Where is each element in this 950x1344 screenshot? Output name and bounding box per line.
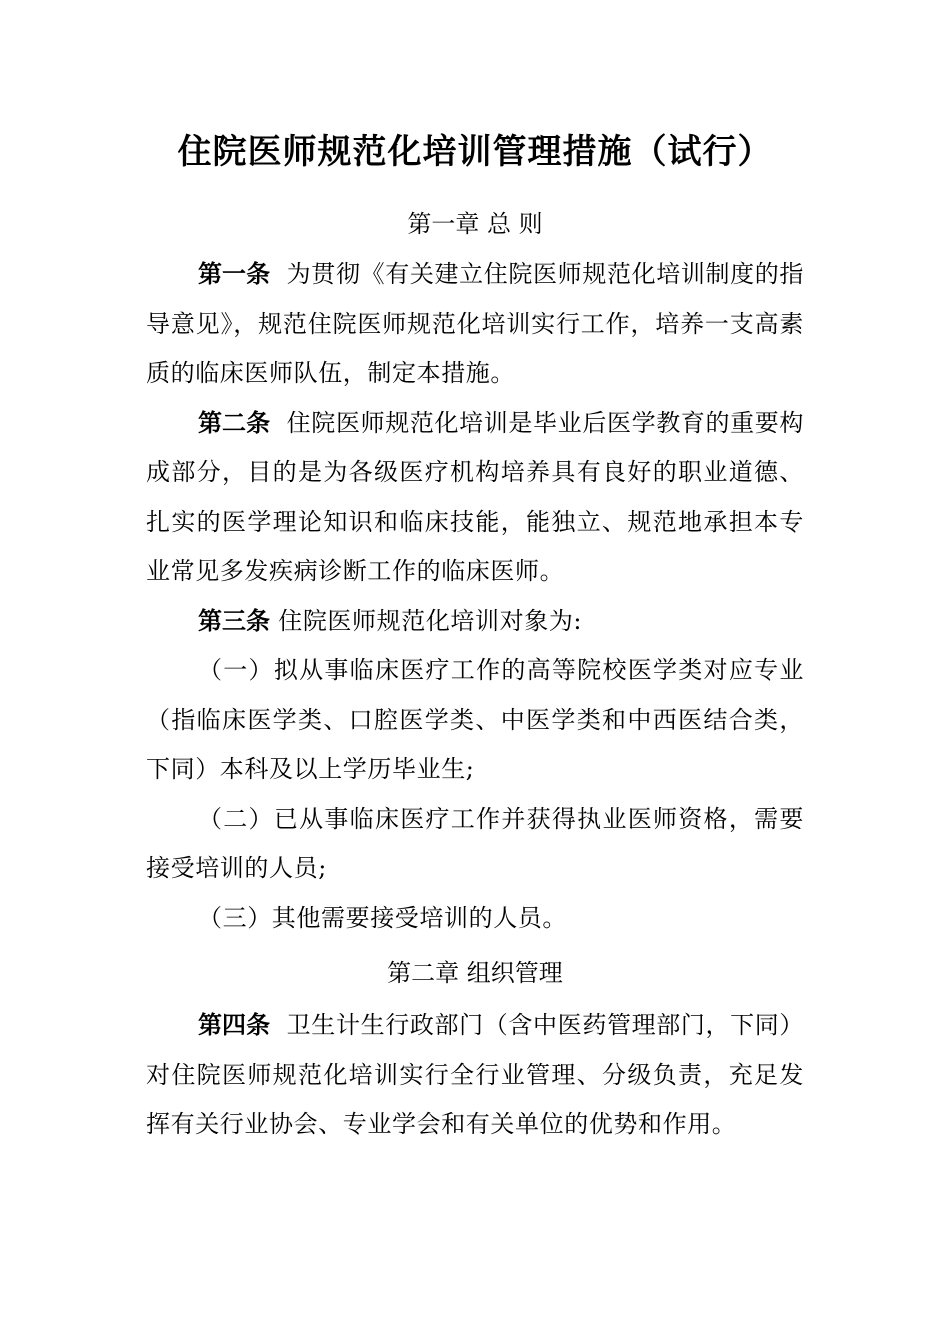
list-item-text: （二）已从事临床医疗工作并获得执业医师资格，需要接受培训的人员;	[146, 804, 804, 882]
article-text: 为贯彻《有关建立住院医师规范化培训制度的指导意见》，规范住院医师规范化培训实行工作，培养一支高素质的临床医师队伍，制定本措施。	[146, 260, 805, 387]
chapter-1-body	[146, 250, 804, 943]
list-item-3	[146, 894, 804, 944]
article-text: 住院医师规范化培训是毕业后医学教育的重要构成部分，目的是为各级医疗机构培养具有良好的职业道德、扎实的医学理论知识和临床技能，能独立、规范地承担本专业常见多发疾病诊断工作的临床医师。	[146, 408, 805, 585]
list-item-text: （三）其他需要接受培训的人员。	[198, 903, 567, 932]
article-label: 第四条	[198, 1011, 271, 1039]
article-4	[146, 1001, 804, 1150]
article-label: 第一条	[198, 260, 271, 288]
article-text: 住院医师规范化培训对象为:	[278, 606, 583, 635]
article-2	[146, 399, 804, 597]
article-text: 卫生计生行政部门（含中医药管理部门，下同）对住院医师规范化培训实行全行业管理、分级负责，充足发挥有关行业协会、专业学会和有关单位的优势和作用。	[146, 1011, 805, 1138]
document-title: 住院医师规范化培训管理措施（试行）	[177, 132, 773, 172]
chapter-1-heading: 第一章 总 则	[407, 210, 543, 238]
article-label: 第三条	[198, 606, 270, 635]
list-item-1	[146, 646, 804, 795]
article-3	[146, 597, 804, 647]
article-1	[146, 250, 804, 399]
chapter-2-body	[146, 1001, 804, 1150]
chapter-2-heading: 第二章 组织管理	[387, 959, 563, 987]
article-label: 第二条	[198, 408, 271, 437]
list-item-text: （一）拟从事临床医疗工作的高等院校医学类对应专业（指临床医学类、口腔医学类、中医学类和中西医结合类，下同）本科及以上学历毕业生;	[146, 656, 804, 783]
list-item-2	[146, 795, 804, 894]
